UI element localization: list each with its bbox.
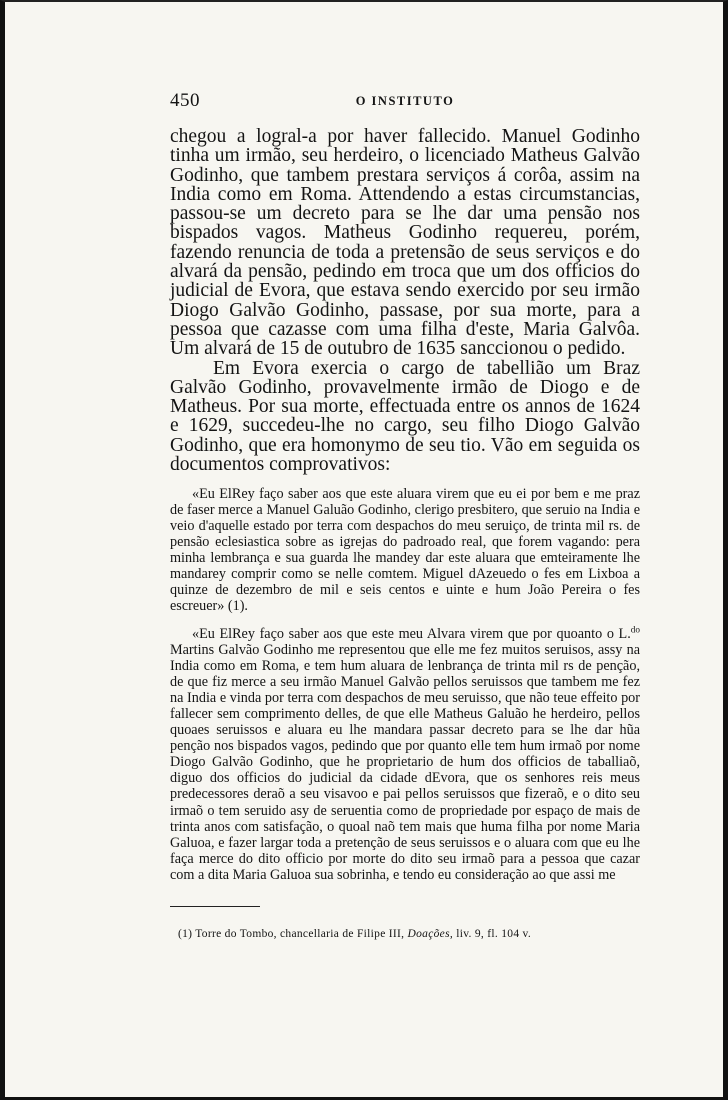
quote-paragraph: «Eu ElRey faço saber aos que este aluara virem que eu ei por bem e me praz de faser merce a Manuel Galuão Godinho, clerigo presbitero, que seruio na India e veio d'aquelle estado por terra com despachos do meu seruiço, de trinta mil rs. de pensão eclesiastica sobre as igrejas do padroado real, que forem vagando: pera minha lembrança e sua guarda lhe mandey dar este aluara que emteiramente lhe mandarey comprir como se nelle comtem. Miguel dAzeuedo o fes em Lixboa a quinze de dezembro de mil e seis centos e uinte e hum João Pereira o fes escreuer» (1). xyxy=(170,486,640,615)
quote-paragraph xyxy=(170,626,640,883)
footnote xyxy=(178,928,638,940)
footnote-text: (1) Torre do Tombo, chancellaria de Filipe III, xyxy=(178,928,408,940)
quote-text: «Eu ElRey faço saber aos que este meu Alvara virem que por quoanto o L. xyxy=(192,626,631,642)
running-head xyxy=(170,90,640,112)
abbreviation-superscript: do xyxy=(630,624,640,635)
document-quote xyxy=(170,486,640,614)
body-paragraph: Em Evora exercia o cargo de tabellião um Braz Galvão Godinho, provavelmente irmão de Diogo e de Matheus. Por sua morte, effectuada entre os annos de 1624 e 1629, succedeu-lhe no cargo, seu filho Diogo Galvão Godinho, que era homonymo de seu tio. Vão em seguida os documentos comprovativos: xyxy=(170,357,640,476)
footnote-text: liv. 9, fl. 104 v. xyxy=(453,928,532,940)
page-number: 450 xyxy=(170,90,200,111)
body-paragraph: chegou a logral-a por haver fallecido. Manuel Godinho tinha um irmão, seu herdeiro, o licenciado Matheus Galvão Godinho, que tambem prestara serviços á corôa, assim na India como em Roma. Attendendo a estas circumstancias, passou-se um decreto para se lhe dar uma pensão nos bispados vagos. Matheus Godinho requereu, porém, fazendo renuncia de toda a pretensão de seus serviços e do alvará da pensão, pedindo em troca que um dos officios do judicial de Evora, que estava sendo exercido por seu irmão Diogo Galvão Godinho, passase, por sua morte, para a pessoa que cazasse com uma filha d'este, Maria Galvôa. Um alvará de 15 de outubro de 1635 sanccionou o pedido. xyxy=(170,126,640,360)
footnote-rule xyxy=(170,906,260,907)
footnote-italic: Doações, xyxy=(407,928,454,940)
body-text xyxy=(170,127,640,474)
document-quote xyxy=(170,626,640,883)
quote-text: Martins Galvão Godinho me representou que elle me fez muitos seruisos, assy na India como em Roma, e tem hum aluara de lenbrança de trinta mil rs de penção, de que fiz merce a seu irmão Manuel Galvão pellos seruissos que tambem me fez na India e vinda por terra com despachos de meu seruisso, que não teue effeito por fallecer sem comprimento delles, de que elle Matheus Galuão he herdeiro, pellos quoaes seruissos e aluara eu lhe mandara passar decreto para se lhe dar hũa penção nos bispados vagos, pedindo que por quanto elle tem hum irmaõ por nome Diogo Galvão Godinho, que he proprietario de hum dos officios de taballiaõ, diguo dos officios do judicial da cidade dEvora, que os senhores reis meus predecessores deraõ a seu visavoo e pai pellos seruissos que fizeraõ, e o dito seu irmaõ o tem seruido asy de seruentia como de propriedade por espaço de mais de trinta anos com satisfação, o quoal naõ tem mais que huma filha por nome Maria Galuoa, e fazer largar toda a pretenção de seus seruissos e o aluara com que eu lhe faça merce do dito officio por morte do dito seu irmaõ para a pessoa que cazar com a dita Maria Galuoa sua sobrinha, e tendo eu consideração ao que assi me xyxy=(170,642,640,883)
journal-title: O INSTITUTO xyxy=(355,94,455,108)
